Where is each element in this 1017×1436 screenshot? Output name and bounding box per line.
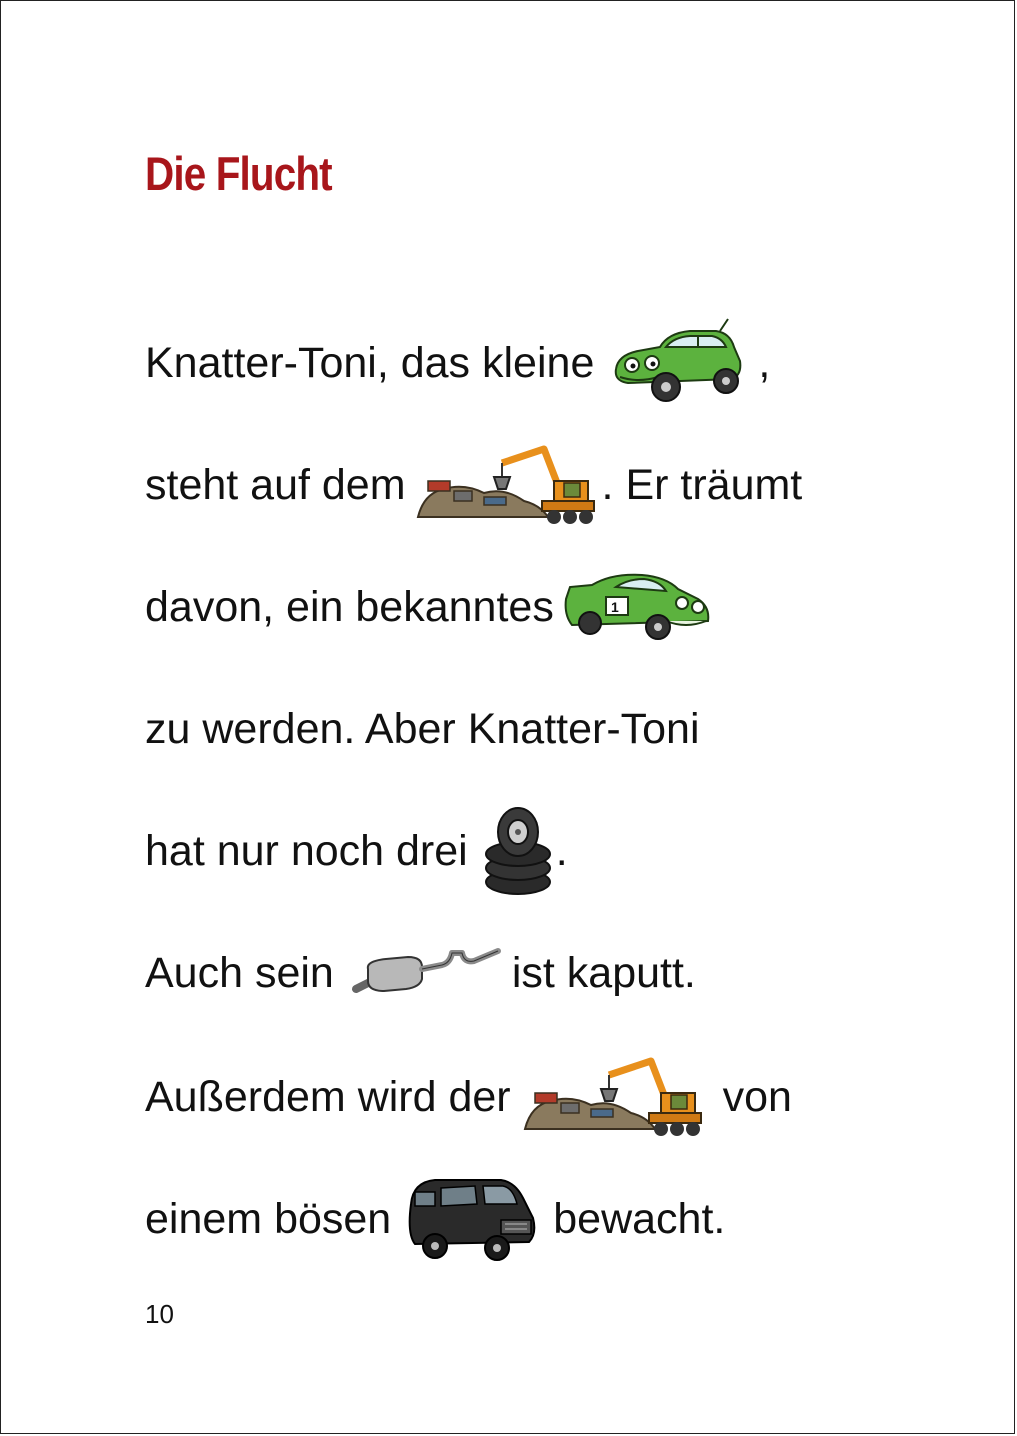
line-2-tail: . Er träumt [601,461,803,509]
text-line-6 [145,943,696,1003]
line-1-text: Knatter-Toni, das kleine [145,339,595,387]
junkyard-crane-icon [414,443,598,527]
black-van-icon [405,1174,539,1264]
text-line-1 [145,333,770,393]
line-5-text: hat nur noch drei [145,827,468,875]
junkyard-crane-icon-2 [521,1055,705,1139]
green-car-icon [608,317,746,409]
line-2-text: steht auf dem [145,461,406,509]
line-7-tail: von [722,1073,792,1121]
line-8-tail: bewacht. [553,1195,726,1243]
line-8-text: einem bösen [145,1195,392,1243]
line-6-text: Auch sein [145,949,334,997]
line-4-text: zu werden. Aber Knatter-Toni [145,705,700,753]
line-5-tail: . [555,827,568,875]
tire-stack-icon [484,806,552,896]
race-car-icon [562,569,712,645]
line-6-tail: ist kaputt. [511,949,696,997]
exhaust-pipe-icon [346,943,502,1003]
page-number: 10 [145,1299,174,1329]
text-line-5 [145,821,568,881]
line-1-tail: , [758,339,771,387]
text-line-3 [145,577,712,637]
page-title: Die Flucht [145,147,332,200]
svg-text:1: 1 [610,599,619,615]
line-7-text: Außerdem wird der [145,1073,511,1121]
text-line-7 [145,1067,792,1127]
text-line-4 [145,699,700,759]
text-line-8 [145,1189,725,1249]
text-line-2 [145,455,802,515]
line-3-text: davon, ein bekanntes [145,583,554,631]
